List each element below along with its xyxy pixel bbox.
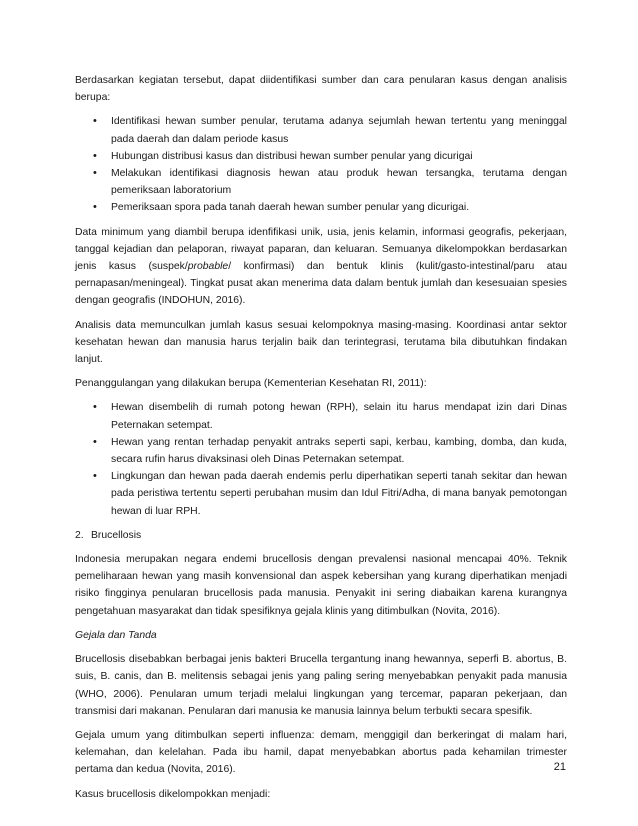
subheading: Gejala dan Tanda: [75, 629, 157, 641]
list-item: • Hewan yang rentan terhadap penyakit antraks seperti sapi, kerbau, kambing, domba, dan kuda, secara rufin harus divaksinasi oleh Dinas Peternakan setempat.: [111, 434, 567, 468]
document-page: [75, 72, 567, 810]
analysis-list: [75, 113, 567, 216]
brucellosis-paragraph: Indonesia merupakan negara endemi brucellosis dengan prevalensi nasional mencapai 40%. Teknik pemeliharaan hewan yang masih konvensional dan aspek kebersihan yang kurang diperhatikan menjadi risiko fingginya penularan brucellosis pada manusia. Penyakit ini sering diabaikan karena kurangnya pengetahuan masyarakat dan tidak spesifiknya gejala klinis yang ditimbulkan (Novita, 2016).: [75, 554, 567, 617]
intro-paragraph: Berdasarkan kegiatan tersebut, dapat diidentifikasi sumber dan cara penularan kasus dengan analisis berupa:: [75, 75, 567, 104]
italic-term: probable: [187, 261, 229, 273]
page-number: 21: [553, 761, 566, 773]
list-item: • Melakukan identifikasi diagnosis hewan atau produk hewan tersangka, terutama dengan pemeriksaan laboratorium: [111, 165, 567, 199]
countermeasure-intro: Penanggulangan yang dilakukan berupa (Kementerian Kesehatan RI, 2011):: [75, 378, 427, 390]
data-minimum-paragraph: [75, 224, 567, 310]
list-item: • Lingkungan dan hewan pada daerah endemis perlu diperhatikan seperti tanah sekitar dan hewan pada peristiwa tertentu seperti perubahan musim dan Idul Fitri/Adha, di mana banyak pemotongan hewan di luar RPH.: [111, 468, 567, 520]
section-heading: [75, 527, 567, 544]
classification-paragraph: Kasus brucellosis dikelompokkan menjadi:: [75, 788, 271, 800]
text-span: / konfirmasi) dan bentuk klinis (kulit/gasto-intestinal/paru atau pernapasan/meningeal). Tingkat pusat akan menerima data dalam bentuk jumlah dan kesesuaian spesies dengan geografis (INDOHUN, 2016).: [75, 261, 568, 307]
cause-paragraph: Brucellosis disebabkan berbagai jenis bakteri Brucella tergantung inang hewannya, seperfi B. abortus, B. suis, B. canis, dan B. melitensis sebagai jenis yang paling sering menyebabkan penyakit pada manusia (WHO, 2006). Penularan umum terjadi melalui lingkungan yang tercemar, paparan pekerjaan, dan transmisi dari makanan. Penularan dari manusia ke manusia lainnya belum terbukti secara spesifik.: [75, 654, 567, 717]
text-span: Data minimum yang diambil berupa idenfifikasi unik, usia, jenis kelamin, informasi geografis, pekerjaan, tanggal kejadian dan pelaporan, riwayat paparan, dan keluaran. Semuanya dikelompokkan berdasarkan jenis kasus (suspek/: [75, 226, 567, 273]
list-item: • Identifikasi hewan sumber penular, terutama adanya sejumlah hewan tertentu yang meninggal pada daerah dan dalam periode kasus: [111, 113, 567, 147]
symptoms-paragraph: Gejala umum yang ditimbulkan seperti influenza: demam, menggigil dan berkeringat di malam hari, kelemahan, dan kelelahan. Pada ibu hamil, dapat menyebabkan abortus pada kehamilan trimester pertama dan kedua (Novita, 2016).: [75, 729, 567, 776]
countermeasure-list: [75, 399, 567, 519]
section-title: Brucellosis: [91, 529, 142, 541]
list-item: • Pemeriksaan spora pada tanah daerah hewan sumber penular yang dicurigai.: [111, 199, 567, 216]
section-number: 2.: [75, 529, 84, 541]
analysis-paragraph: Analisis data memunculkan jumlah kasus sesuai kelompoknya masing-masing. Koordinasi antar sektor kesehatan hewan dan manusia harus terjalin baik dan terintegrasi, terutama bila dibutuhkan findakan lanjut.: [75, 319, 567, 366]
list-item: • Hubungan distribusi kasus dan distribusi hewan sumber penular yang dicurigai: [111, 148, 567, 165]
list-item: • Hewan disembelih di rumah potong hewan (RPH), selain itu harus mendapat izin dari Dinas Peternakan setempat.: [111, 399, 567, 433]
